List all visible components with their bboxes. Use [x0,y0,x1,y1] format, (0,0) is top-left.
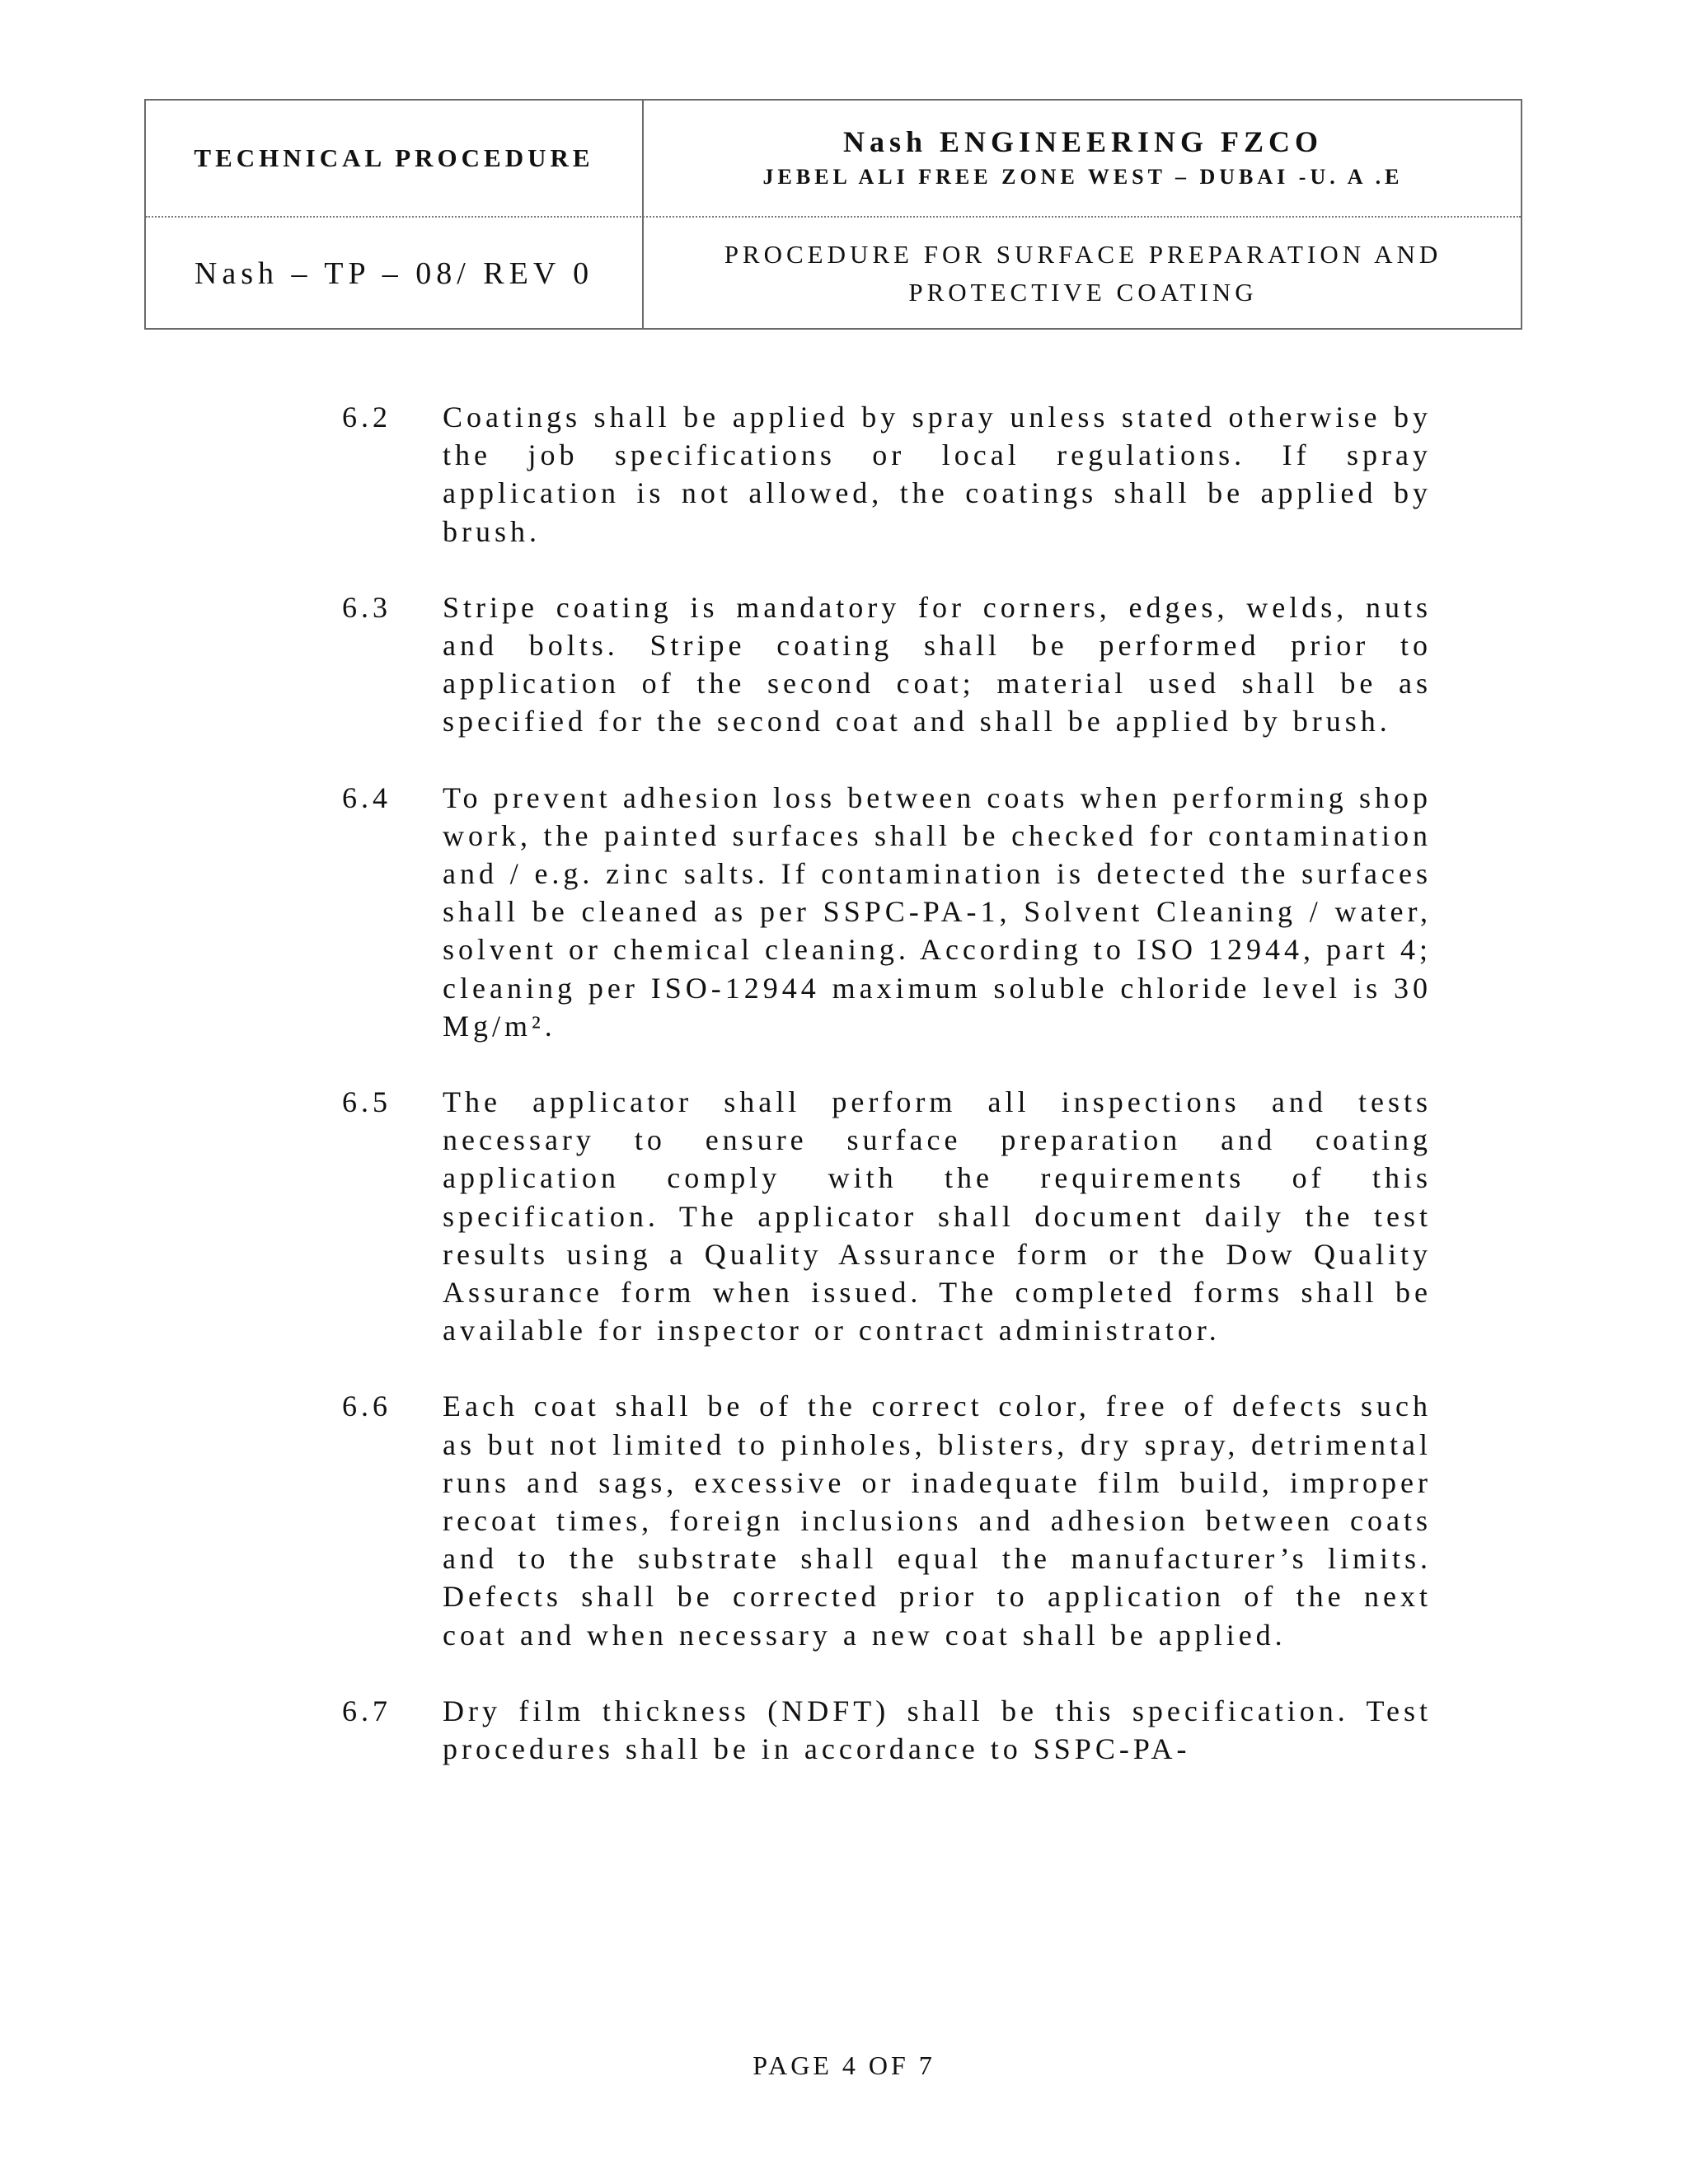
procedure-body [342,398,1434,1806]
section-text: To prevent adhesion loss between coats when performing shop work, the painted surfaces shall be checked for contamination and / e.g. zinc salts. If contamination is detected the surfaces shall be cleaned as per SSPC-PA-1, Solvent Cleaning / water, solvent or chemical cleaning. According to ISO 12944, part 4; cleaning per ISO-12944 maximum soluble chloride level is 30 Mg/m². [443,780,1432,1043]
section-number: 6.4 [342,780,392,814]
section-number: 6.5 [342,1085,392,1119]
document-header-table [144,99,1522,330]
document-title: PROCEDURE FOR SURFACE PREPARATION AND PROTECTIVE COATING [724,240,1442,307]
company-cell [644,101,1522,216]
doc-number-cell [146,218,642,330]
section-number: 6.3 [342,590,392,624]
section-6-5 [342,1083,1434,1349]
section-6-2 [342,398,1434,551]
page-number: PAGE 4 OF 7 [753,2050,935,2080]
procedure-type: TECHNICAL PROCEDURE [194,143,594,172]
company-name: Nash ENGINEERING FZCO [842,125,1324,158]
section-text: The applicator shall perform all inspections and tests necessary to ensure surface preparation and coating application comply with the requirements of this specification. The applicator shall document daily the test results using a Quality Assurance form or the Dow Quality Assurance form when issued. The completed forms shall be available for inspector or contract administrator. [443,1085,1432,1347]
section-number: 6.2 [342,401,392,434]
section-6-3 [342,588,1434,741]
section-6-6 [342,1387,1434,1653]
section-6-7 [342,1692,1434,1768]
company-address: JEBEL ALI FREE ZONE WEST – DUBAI -U. A .E [762,165,1404,189]
section-text: Dry film thickness (NDFT) shall be this specification. Test procedures shall be in accordance to SSPC-PA- [443,1694,1432,1766]
doc-title-cell [644,218,1522,330]
section-number: 6.7 [342,1694,392,1727]
section-text: Stripe coating is mandatory for corners, edges, welds, nuts and bolts. Stripe coating shall be performed prior to application of the second coat; material used shall be as specified for the second coat and shall be applied by brush. [443,590,1432,738]
section-number: 6.6 [342,1390,392,1423]
document-number: Nash – TP – 08/ REV 0 [194,256,594,291]
section-text: Coatings shall be applied by spray unless stated otherwise by the job specifications or local regulations. If spray application is not allowed, the coatings shall be applied by brush. [443,401,1432,548]
section-6-4 [342,779,1434,1045]
procedure-type-cell [146,101,642,216]
section-text: Each coat shall be of the correct color, free of defects such as but not limited to pinholes, blisters, dry spray, detrimental runs and sags, excessive or inadequate film build, improper recoat times, foreign inclusions and adhesion between coats and to the substrate shall equal the manufacturer’s limits. Defects shall be corrected prior to application of the next coat and when necessary a new coat shall be applied. [443,1390,1432,1652]
